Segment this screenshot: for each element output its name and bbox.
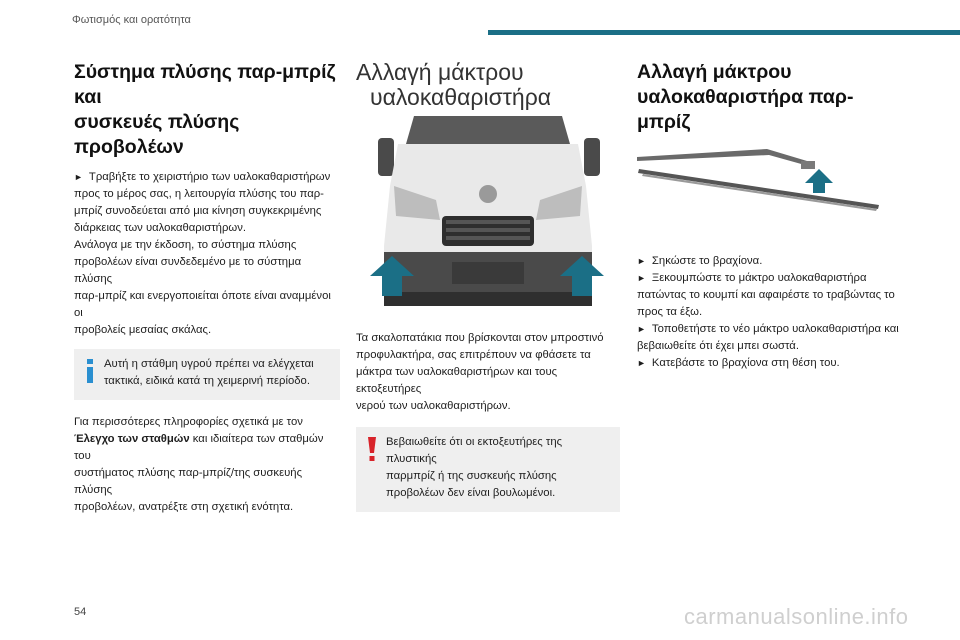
wiper-change-heading-line2: υαλοκαθαριστήρα: [370, 84, 552, 110]
bullet-arrow-icon: ►: [74, 172, 83, 182]
page-number: 54: [74, 606, 87, 618]
wiper-change-heading: [356, 60, 620, 110]
section-title: Φωτισμός και ορατότητα: [72, 14, 191, 26]
bullet-arrow-icon: ►: [637, 256, 646, 266]
bullet-arrow-icon: ►: [637, 358, 646, 368]
warning-icon: [365, 437, 379, 461]
column-windscreen-wiper: [637, 60, 899, 372]
windscreen-wiper-heading: [637, 60, 899, 135]
wiper-blade-illustration: [637, 147, 899, 227]
washer-heading-line1: Σύστημα πλύσης παρ-μπρίζ και: [74, 61, 336, 108]
column-wiper-change: [356, 60, 620, 512]
reference-link-text: Έλεγχο των σταθμών: [74, 433, 190, 445]
wiper-steps: ► Σηκώστε το βραχίονα. ► Ξεκουμπώστε το μάκτρο υαλοκαθαριστήρα πατώντας το κουμπί και αφαιρέστε το τραβώντας το προς τα έξω. ► Τοποθετήστε το νέο μάκτρο υαλοκαθαριστήρα και βεβαιωθείτε ότι έχει μπει σωστά. ► Κατεβάστε το βραχίονα στη θέση του.: [637, 255, 899, 369]
warning-note: Βεβαιωθείτε ότι οι εκτοξευτήρες της πλυστικής παρμπρίζ ή της συσκευής πλύσης προβολέων δεν είναι βουλωμένοι.: [356, 427, 620, 512]
bullet-arrow-icon: ►: [637, 273, 646, 283]
wiper-change-heading-line1: Αλλαγή μάκτρου: [356, 59, 524, 85]
bullet-arrow-icon: ►: [637, 324, 646, 334]
column-washer: [74, 60, 340, 516]
watermark: carmanualsonline.info: [684, 604, 909, 629]
van-front-illustration: [356, 116, 620, 312]
info-note: Αυτή η στάθμη υγρού πρέπει να ελέγχεται τακτικά, ειδικά κατά τη χειμερινή περίοδο.: [74, 349, 340, 400]
windscreen-wiper-heading-line1: Αλλαγή μάκτρου: [637, 61, 792, 83]
info-icon: [83, 359, 97, 383]
washer-paragraph: ► Τραβήξτε το χειριστήριο των υαλοκαθαριστήρων προς το μέρος σας, η λειτουργία πλύσης του παρ- μπρίζ συνοδεύεται από μια κίνηση συγκεκριμένης διάρκειας των υαλοκαθαριστήρων. Ανάλογα με την έκδοση, το σύστημα πλύσης προβολέων είναι συνδεδεμένο με το σύστημα πλύσης παρ-μπρίζ και ενεργοποιείται όποτε είναι αναμμένοι οι προβολείς μεσαίας σκάλας.: [74, 171, 331, 336]
windscreen-wiper-heading-line2: υαλοκαθαριστήρα παρ-μπρίζ: [637, 86, 854, 133]
washer-heading-line2: συσκευές πλύσης προβολέων: [74, 111, 240, 158]
washer-heading: [74, 60, 340, 160]
steps-caption: Τα σκαλοπατάκια που βρίσκονται στον μπροστινό προφυλακτήρα, σας επιτρέπουν να φθάσετε τα μάκτρα των υαλοκαθαριστήρων και τους εκτοξευτήρες νερού των υαλοκαθαριστήρων.: [356, 332, 604, 412]
washer-reference-paragraph: Για περισσότερες πληροφορίες σχετικά με τον Έλεγχο των σταθμών και ιδιαίτερα των σταθμών του συστήματος πλύσης παρ-μπρίζ/της συσκευής πλύσης προβολέων, ανατρέξτε στη σχετική ενότητα.: [74, 416, 324, 513]
header-accent-bar: [488, 30, 960, 35]
